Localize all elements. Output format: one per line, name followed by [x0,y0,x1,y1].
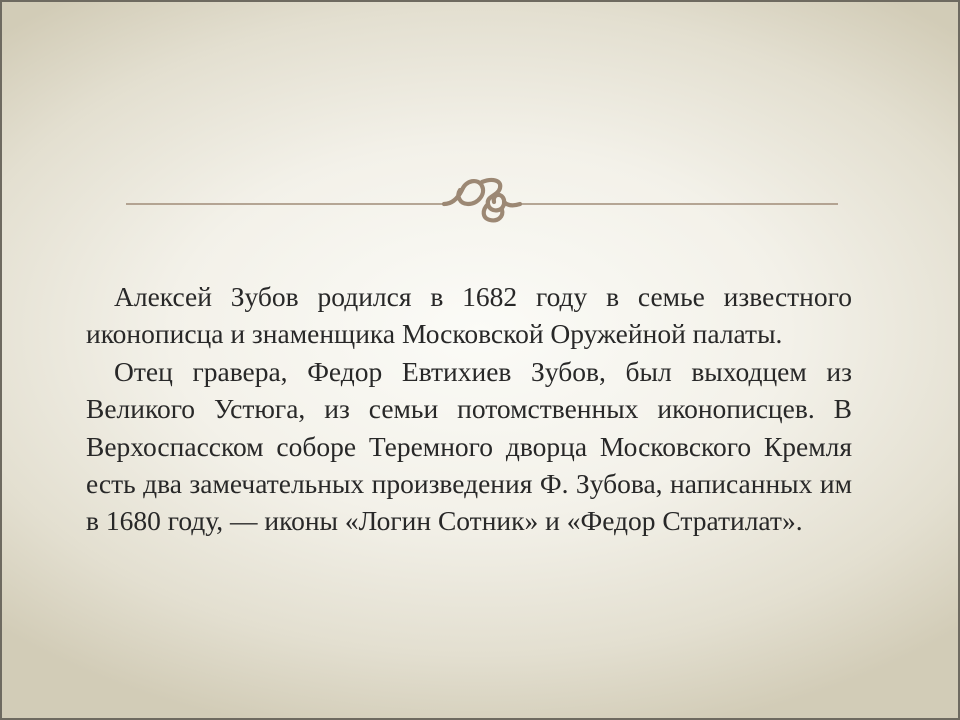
paragraph-2: Отец гравера, Федор Евтихиев Зубов, был выходцем из Великого Устюга, из семьи потомственных иконописцев. В Верхоспасском соборе Теремного дворца Московского Кремля есть два замечательных произведения Ф. Зубова, написанных им в 1680 году, — иконы «Логин Сотник» и «Федор Стратилат». [86,355,852,537]
paragraph-1: Алексей Зубов родился в 1682 году в семье известного иконописца и знаменщика Московской Оружейной палаты. [86,281,852,350]
body-text [86,278,852,540]
ornament-divider [126,160,838,240]
flourish-ornament [444,180,520,220]
flourish-divider-icon [126,160,838,240]
